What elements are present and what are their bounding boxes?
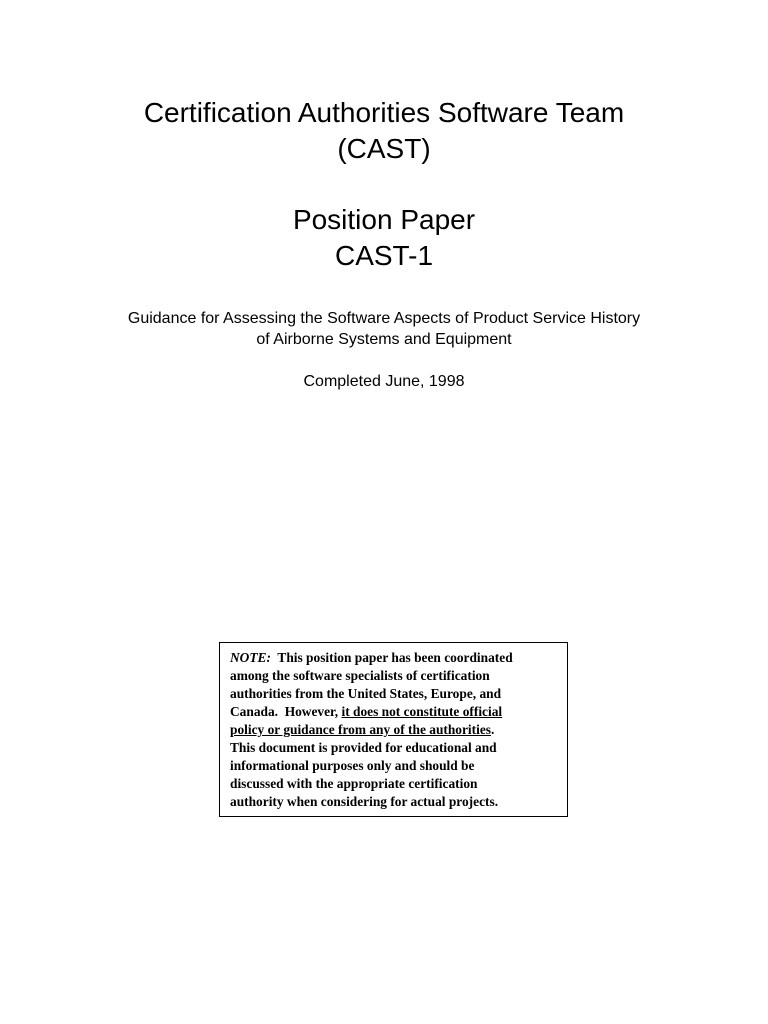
paper-line-2: CAST-1 [334,240,434,271]
note-line-4 [230,703,555,721]
note-line-5 [230,721,555,739]
paper-heading [0,202,768,274]
note-line-6: This document is provided for educational and [230,740,497,755]
completion-date: Completed June, 1998 [303,373,465,390]
paper-line-1: Position Paper [292,204,476,235]
note-line-8: discussed with the appropriate certification [230,776,478,791]
subtitle-line-2: of Airborne Systems and Equipment [256,331,512,348]
note-underlined-1: it does not constitute official [341,704,503,719]
note-line-2: among the software specialists of certification [230,668,490,683]
note-underlined-2: policy or guidance from any of the authorities [230,722,491,737]
document-title [0,95,768,167]
document-subtitle [0,308,768,350]
note-box [219,642,568,817]
note-text-1: This position paper has been coordinated [277,650,513,665]
title-line-1: Certification Authorities Software Team [143,97,625,128]
note-text-5: . [491,722,495,737]
note-line-7: informational purposes only and should be [230,758,475,773]
note-label: NOTE: [230,650,271,665]
subtitle-line-1: Guidance for Assessing the Software Aspects of Product Service History [127,310,641,327]
title-line-2: (CAST) [337,133,431,164]
note-line-3: authorities from the United States, Europe, and [230,686,502,701]
note-text-4: Canada. However, [230,704,342,719]
note-line-9: authority when considering for actual projects. [230,794,499,809]
note-line-1 [230,649,555,667]
